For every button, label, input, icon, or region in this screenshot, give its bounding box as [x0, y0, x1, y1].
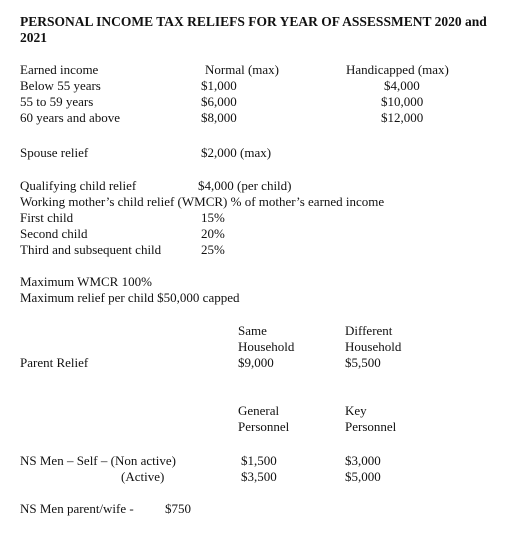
ns-men-parent-wife-value: $750 — [165, 501, 191, 516]
parent-relief-label: Parent Relief — [20, 355, 89, 370]
ns-men-nonactive-general: $1,500 — [241, 453, 277, 468]
general-personnel-header-line2: Personnel — [238, 419, 290, 434]
max-relief-per-child: Maximum relief per child $50,000 capped — [20, 290, 240, 305]
general-personnel-header-line1: General — [238, 403, 280, 418]
max-wmcr: Maximum WMCR 100% — [20, 274, 152, 289]
parent-different-household-value: $5,500 — [345, 355, 381, 370]
normal-max-header: Normal (max) — [205, 62, 280, 77]
different-household-header-line2: Household — [345, 339, 402, 354]
ns-men-self-label: NS Men – Self – (Non active) — [20, 453, 176, 468]
earned-row-handicapped: $4,000 — [384, 78, 420, 93]
earned-row-handicapped: $12,000 — [381, 110, 424, 125]
wmcr-row-value: 20% — [201, 226, 225, 241]
parent-same-household-value: $9,000 — [238, 355, 274, 370]
ns-men-active-key: $5,000 — [345, 469, 381, 484]
earned-row-normal: $6,000 — [201, 94, 237, 109]
key-personnel-header-line2: Personnel — [345, 419, 397, 434]
earned-row-label: 60 years and above — [20, 110, 120, 125]
qualifying-child-value: $4,000 (per child) — [198, 178, 292, 193]
spouse-relief-label: Spouse relief — [20, 145, 89, 160]
earned-row-label: 55 to 59 years — [20, 94, 94, 109]
wmcr-row-value: 15% — [201, 210, 225, 225]
ns-men-active-label: (Active) — [121, 469, 165, 484]
wmcr-heading: Working mother’s child relief (WMCR) % of mother’s earned income — [20, 194, 385, 209]
page-title: PERSONAL INCOME TAX RELIEFS FOR YEAR OF ASSESSMENT 2020 and 2021 — [20, 14, 487, 45]
same-household-header-line2: Household — [238, 339, 295, 354]
ns-men-parent-wife-label: NS Men parent/wife - — [20, 501, 134, 516]
earned-row-handicapped: $10,000 — [381, 94, 424, 109]
wmcr-row-label: First child — [20, 210, 74, 225]
wmcr-row-value: 25% — [201, 242, 225, 257]
ns-men-active-general: $3,500 — [241, 469, 277, 484]
earned-row-normal: $1,000 — [201, 78, 237, 93]
wmcr-row-label: Second child — [20, 226, 88, 241]
wmcr-row-label: Third and subsequent child — [20, 242, 162, 257]
key-personnel-header-line1: Key — [345, 403, 367, 418]
handicapped-max-header: Handicapped (max) — [346, 62, 449, 77]
ns-men-nonactive-key: $3,000 — [345, 453, 381, 468]
earned-row-normal: $8,000 — [201, 110, 237, 125]
earned-income-label: Earned income — [20, 62, 99, 77]
spouse-relief-value: $2,000 (max) — [201, 145, 272, 160]
same-household-header-line1: Same — [238, 323, 267, 338]
earned-row-label: Below 55 years — [20, 78, 101, 93]
different-household-header-line1: Different — [345, 323, 393, 338]
qualifying-child-label: Qualifying child relief — [20, 178, 137, 193]
